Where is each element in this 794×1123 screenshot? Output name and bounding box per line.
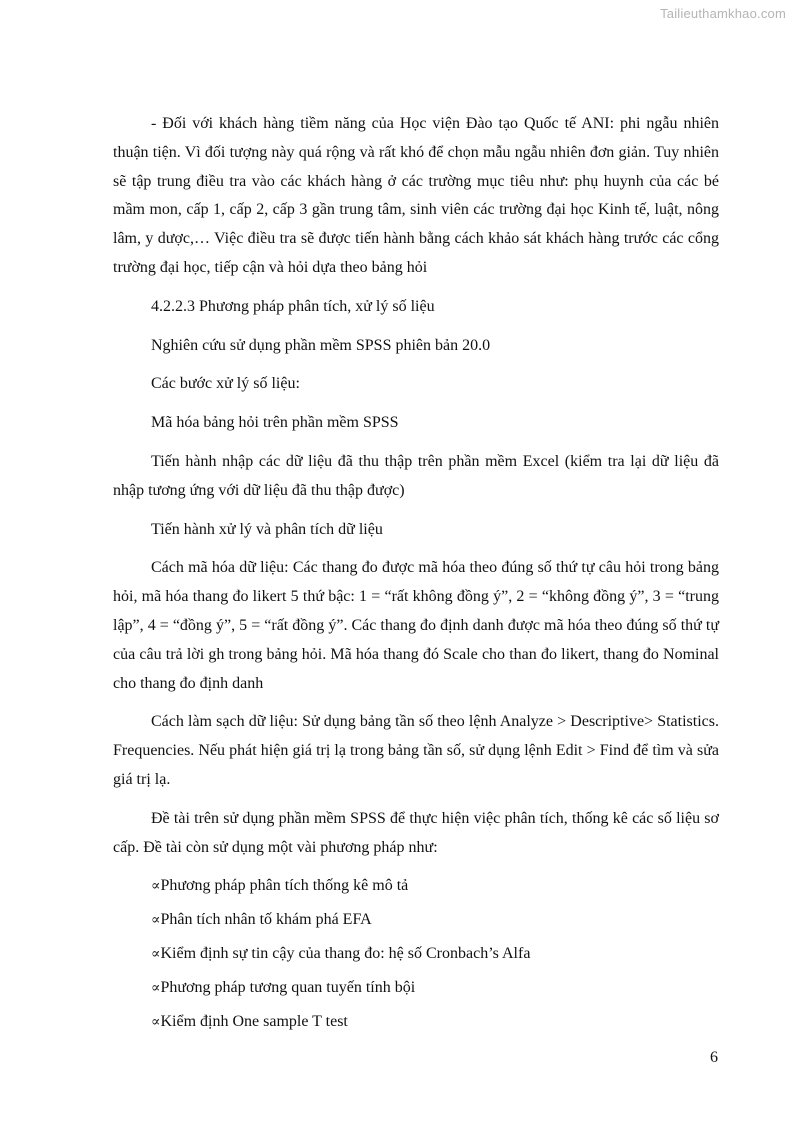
method-item [113, 974, 719, 1003]
method-label: Phân tích nhân tố khám phá EFA [160, 911, 372, 929]
method-item [113, 940, 719, 969]
document-body [113, 110, 719, 1041]
bullet-icon: ∝ [151, 1013, 161, 1030]
bullet-icon: ∝ [151, 979, 161, 996]
method-label: Kiểm định One sample T test [160, 1012, 348, 1030]
bullet-icon: ∝ [151, 912, 161, 929]
method-item [113, 872, 719, 901]
paragraph-processing-steps: Các bước xử lý số liệu: [151, 375, 300, 393]
bullet-icon: ∝ [151, 878, 161, 895]
method-label: Phương pháp phân tích thống kê mô tả [160, 877, 409, 895]
page-number: 6 [710, 1049, 718, 1066]
paragraph-spss-version: Nghiên cứu sử dụng phần mềm SPSS phiên bản 20.0 [151, 336, 491, 354]
watermark: Tailieuthamkhao.com [660, 6, 786, 21]
paragraph-spss-usage: Đề tài trên sử dụng phần mềm SPSS để thực hiện việc phân tích, thống kê các số liệu sơ cấp. Đề tài còn sử dụng một vài phương pháp như: [113, 809, 719, 856]
bullet-icon: ∝ [151, 945, 161, 962]
method-item [113, 1008, 719, 1037]
method-label: Phương pháp tương quan tuyến tính bội [160, 978, 416, 996]
paragraph-enter-data: Tiến hành nhập các dữ liệu đã thu thập trên phần mềm Excel (kiểm tra lại dữ liệu đã nhập tương ứng với dữ liệu đã thu thập được) [113, 452, 719, 499]
paragraph-encode-questionnaire: Mã hóa bảng hỏi trên phần mềm SPSS [151, 414, 399, 432]
paragraph-encoding-method: Cách mã hóa dữ liệu: Các thang đo được mã hóa theo đúng số thứ tự câu hỏi trong bảng hỏi, mã hóa thang đo likert 5 thứ bậc: 1 = “rất không đồng ý”, 2 = “không đồng ý”, 3 = “trung lập”, 4 = “đồng ý”, 5 = “rất đồng ý”. Các thang đo định danh được mã hóa theo đúng số thứ tự của câu trả lời gh trong bảng hỏi. Mã hóa thang đó Scale cho than đo likert, thang đo Nominal cho thang đo định danh [113, 559, 719, 692]
paragraph-potential-customers: - Đối với khách hàng tiềm năng của Học viện Đào tạo Quốc tế ANI: phi ngẫu nhiên thuận tiện. Vì đối tượng này quá rộng và rất khó để chọn mẫu ngẫu nhiên đơn giản. Tuy nhiên sẽ tập trung điều tra vào các khách hàng ở các trường mục tiêu như: phụ huynh của các bé mầm mon, cấp 1, cấp 2, cấp 3 gần trung tâm, sinh viên các trường đại học Kinh tế, luật, nông lâm, y dược,… Việc điều tra sẽ được tiến hành bằng cách khảo sát khách hàng trước các cổng trường đại học, tiếp cận và hỏi dựa theo bảng hỏi [113, 115, 719, 276]
section-heading-4-2-2-3: 4.2.2.3 Phương pháp phân tích, xử lý số liệu [151, 297, 435, 315]
method-label: Kiểm định sự tin cậy của thang đo: hệ số Cronbach’s Alfa [160, 944, 531, 962]
method-item [113, 906, 719, 935]
paragraph-process-data: Tiến hành xử lý và phân tích dữ liệu [151, 520, 383, 538]
paragraph-cleaning-method: Cách làm sạch dữ liệu: Sử dụng bảng tần số theo lệnh Analyze > Descriptive> Statistics. Frequencies. Nếu phát hiện giá trị lạ trong bảng tần số, sử dụng lệnh Edit > Find để tìm và sửa giá trị lạ. [113, 713, 719, 788]
